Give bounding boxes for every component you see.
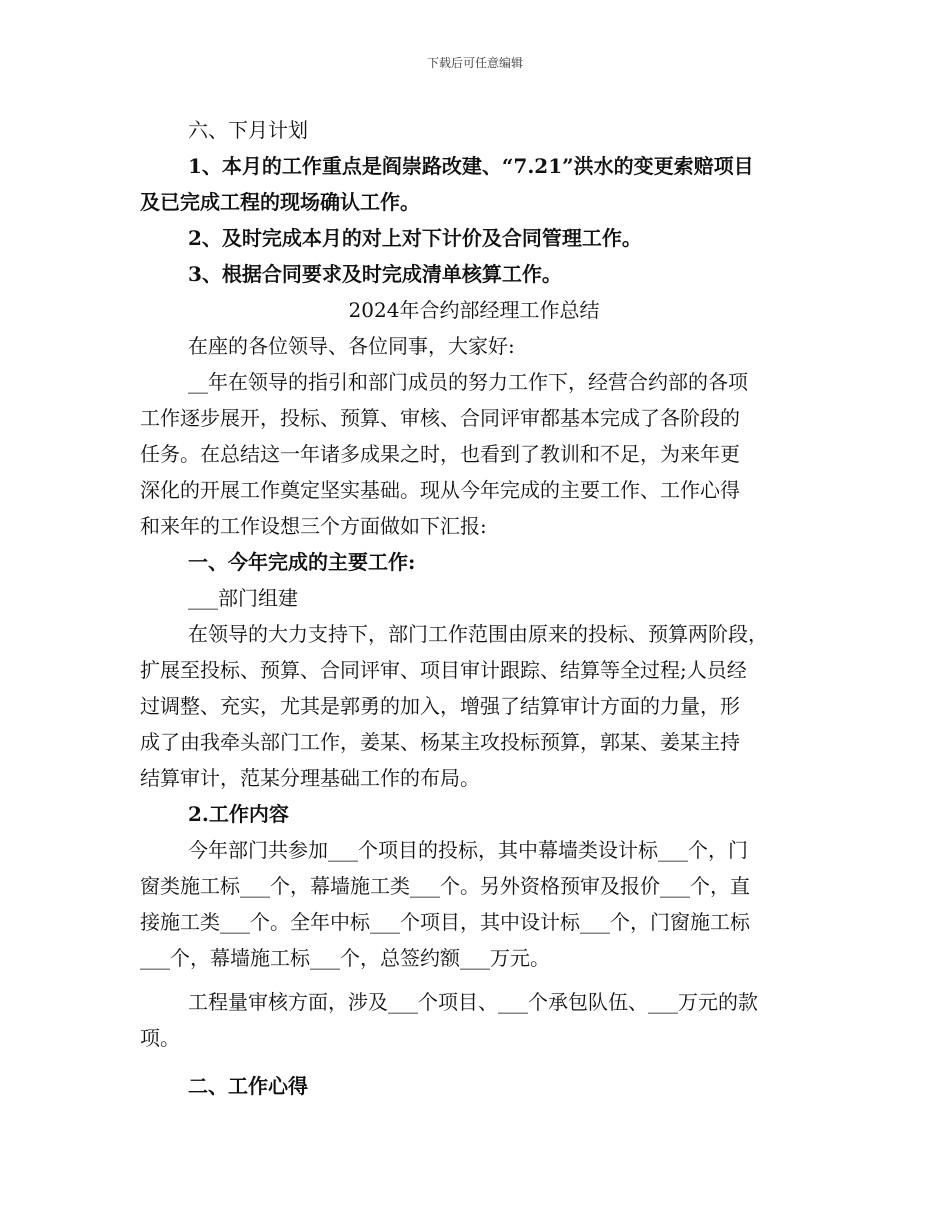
plan-item-1-line-2: 及已完成工程的现场确认工作。 <box>140 190 420 214</box>
part-2-heading: 二、工作心得 <box>188 1074 308 1098</box>
greeting: 在座的各位领导、各位同事，大家好: <box>188 334 515 358</box>
dept-line: 过调整、充实，尤其是郭勇的加入，增强了结算审计方面的力量，形 <box>140 694 740 718</box>
intro-line: __年在领导的指引和部门成员的努力工作下，经营合约部的各项 <box>188 370 748 394</box>
page-header-note: 下载后可任意编辑 <box>426 56 523 70</box>
intro-line: 任务。在总结这一年诸多成果之时，也看到了教训和不足，为来年更 <box>140 442 740 466</box>
dept-line: 成了由我牵头部门工作，姜某、杨某主攻投标预算，郭某、姜某主持 <box>140 730 740 754</box>
work-line: 窗类施工标___个，幕墙施工类___个。另外资格预审及报价___个，直 <box>140 874 750 898</box>
work-line: 今年部门共参加___个项目的投标，其中幕墙类设计标___个，门 <box>188 838 748 862</box>
audit-line: 项。 <box>140 1026 180 1050</box>
dept-line: 在领导的大力支持下，部门工作范围由原来的投标、预算两阶段， <box>188 622 768 646</box>
dept-heading: ___部门组建 <box>188 586 298 610</box>
document-body <box>140 112 808 1104</box>
intro-line: 深化的开展工作奠定坚实基础。现从今年完成的主要工作、工作心得 <box>140 478 740 502</box>
intro-line: 和来年的工作设想三个方面做如下汇报: <box>140 514 487 538</box>
plan-item-3: 3、根据合同要求及时完成清单核算工作。 <box>188 262 562 286</box>
work-line: ___个，幕墙施工标___个，总签约额___万元。 <box>140 946 550 970</box>
plan-item-2: 2、及时完成本月的对上对下计价及合同管理工作。 <box>188 226 642 250</box>
intro-line: 工作逐步展开，投标、预算、审核、合同评审都基本完成了各阶段的 <box>140 406 740 430</box>
dept-line: 结算审计，范某分理基础工作的布局。 <box>140 766 480 790</box>
part-1-heading: 一、今年完成的主要工作: <box>188 550 416 574</box>
work-line: 接施工类___个。全年中标___个项目，其中设计标___个，门窗施工标 <box>140 910 750 934</box>
section-six-heading: 六、下月计划 <box>188 118 308 142</box>
plan-item-1-line-1: 1、本月的工作重点是阎崇路改建、“7.21”洪水的变更索赔项目 <box>188 154 754 178</box>
report-title: 2024年合约部经理工作总结 <box>348 298 600 322</box>
audit-line: 工程量审核方面，涉及___个项目、___个承包队伍、___万元的款 <box>188 990 758 1014</box>
dept-line: 扩展至投标、预算、合同评审、项目审计跟踪、结算等全过程;人员经 <box>140 658 747 682</box>
work-heading: 2.工作内容 <box>188 802 289 826</box>
